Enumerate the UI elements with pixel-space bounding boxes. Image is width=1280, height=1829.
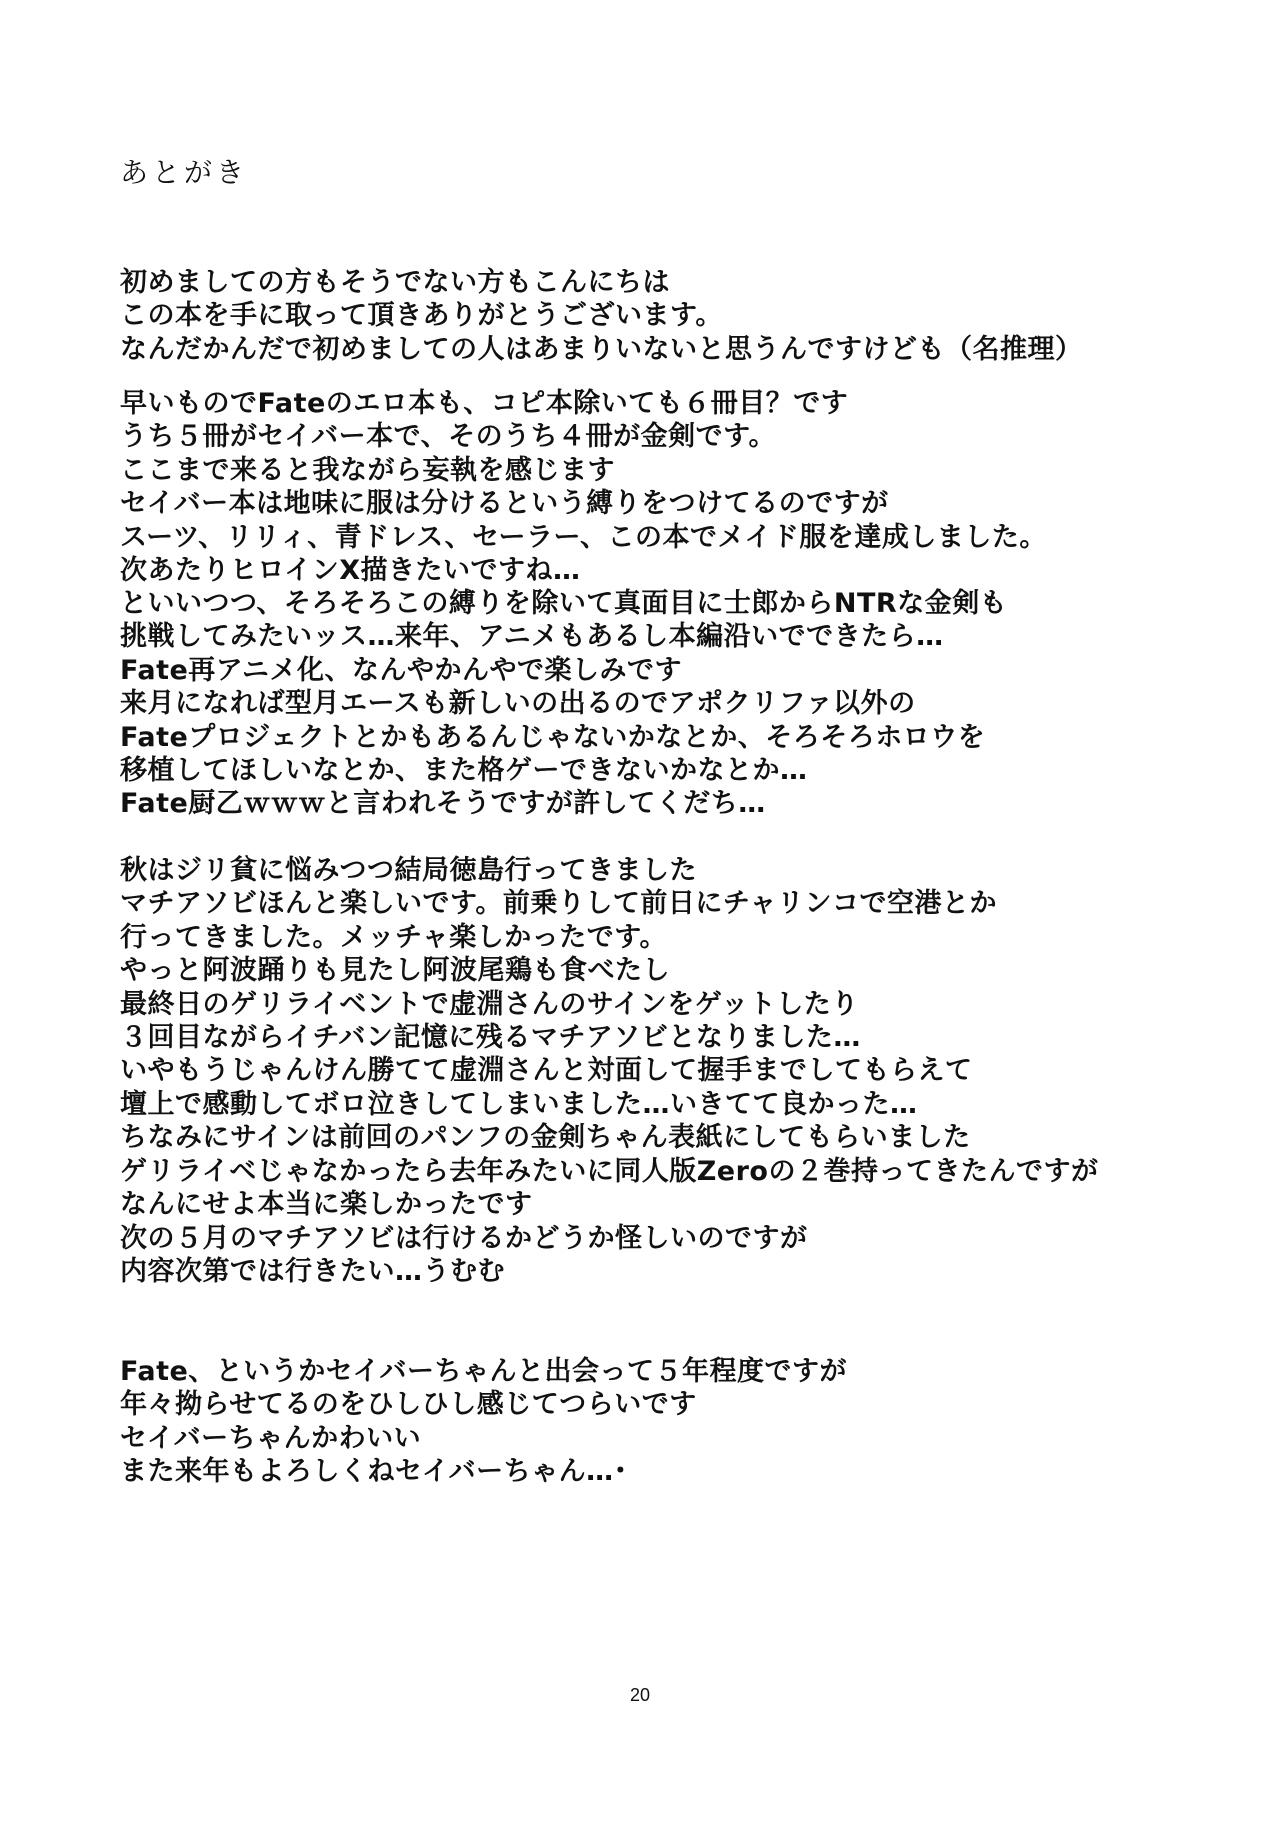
text-line: いやもうじゃんけん勝てて虚淵さんと対面して握手までしてもらえて	[120, 1055, 973, 1087]
text-line: といいつつ、そろそろこの縛りを除いて真面目に士郎からNTRな金剣も	[120, 588, 1008, 619]
text-line: 来月になれば型月エースも新しいの出るのでアポクリファ以外の	[120, 688, 916, 720]
text-line: 年々拗らせてるのをひしひし感じてつらいです	[120, 1389, 697, 1421]
text-line: やっと阿波踊りも見たし阿波尾鶏も食べたし	[120, 955, 670, 987]
text-line: 次あたりヒロインX描きたいですね…	[120, 554, 581, 586]
text-line: Fate、というかセイバーちゃんと出会って５年程度ですが	[120, 1356, 847, 1387]
text-line: ちなみにサインは前回のパンフの金剣ちゃん表紙にしてもらいました	[120, 1122, 971, 1154]
text-line: 移植してほしいなとか、また格ゲーできないかなとか…	[120, 754, 808, 786]
text-line: ゲリライベじゃなかったら去年みたいに同人版Zeroの２巻持ってきたんですが	[120, 1155, 1099, 1187]
text-line: なんにせよ本当に楽しかったです	[120, 1188, 533, 1220]
text-line: Fate厨乙ｗｗｗと言われそうですが許してくだち…	[120, 788, 766, 820]
text-line: 秋はジリ貧に悩みつつ結局徳島行ってきました	[120, 855, 697, 886]
text-line: ここまで来ると我ながら妄執を感じます	[120, 454, 615, 486]
text-line: 内容次第では行きたい…うむむ	[120, 1256, 505, 1288]
text-line: なんだかんだで初めましての人はあまりいないと思うんですけども（名推理）	[120, 333, 1083, 365]
paragraph-machiasobi	[120, 854, 1200, 1221]
text-line: セイバー本は地味に服は分けるという縛りをつけてるのですが	[120, 488, 889, 520]
text-line: 最終日のゲリライベントで虚淵さんのサインをゲットしたり	[120, 988, 859, 1020]
paragraph-greeting	[120, 266, 1200, 366]
page-title: あとがき	[120, 156, 249, 189]
text-line: 行ってきました。メッチャ楽しかったです。	[120, 921, 668, 953]
text-line: この本を手に取って頂きありがとうございます。	[120, 300, 723, 332]
paragraph-next-event	[120, 1222, 1200, 1289]
page-number: 20	[629, 1685, 651, 1705]
paragraph-books	[120, 387, 1200, 587]
text-line: 壇上で感動してボロ泣きしてしまいました…いきてて良かった…	[120, 1088, 918, 1120]
text-line: ３回目ながらイチバン記憶に残るマチアソビとなりました…	[120, 1021, 861, 1053]
text-line: また来年もよろしくねセイバーちゃん…･	[120, 1456, 628, 1488]
text-line: Fate再アニメ化、なんやかんやで楽しみです	[120, 654, 682, 686]
text-line: マチアソビほんと楽しいです。前乗りして前日にチャリンコで空港とか	[120, 888, 998, 920]
text-line: 早いものでFateのエロ本も、コピ本除いても６冊目？です	[120, 388, 849, 419]
text-line: Fateプロジェクトとかもあるんじゃないかなとか、そろそろホロウを	[120, 721, 986, 753]
text-line: 次の５月のマチアソビは行けるかどうか怪しいのですが	[120, 1223, 808, 1254]
text-line: うち５冊がセイバー本で、そのうち４冊が金剣です。	[120, 421, 776, 453]
paragraph-plans	[120, 587, 1200, 821]
paragraph-closing	[120, 1355, 1200, 1489]
text-line: スーツ、リリィ、青ドレス、セーラー、この本でメイド服を達成しました。	[120, 521, 1047, 553]
text-line: セイバーちゃんかわいい	[120, 1422, 422, 1454]
text-line: 初めましての方もそうでない方もこんにちは	[120, 267, 670, 298]
text-line: 挑戦してみたいッス…来年、アニメもあるし本編沿いでできたら…	[120, 621, 944, 653]
